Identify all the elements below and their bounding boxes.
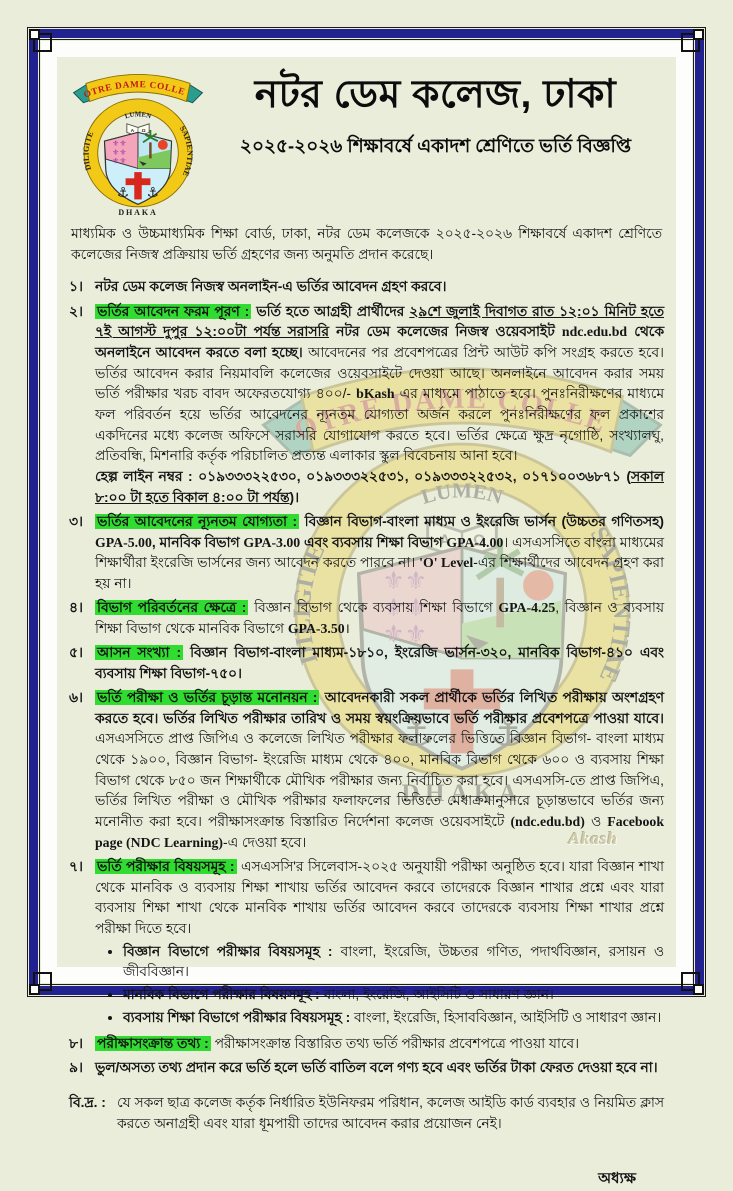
item-text	[95, 302, 664, 509]
text-segment: ।	[344, 620, 350, 636]
text-segment: মানবিক বিভাগে পরীক্ষার বিষয়সমূহ :	[123, 987, 320, 1003]
text-segment: সকাল ৮:০০ টা হতে বিকাল ৪:০০ টা পর্যন্ত	[95, 469, 664, 505]
page-title: নটর ডেম কলেজ, ঢাকা	[254, 73, 617, 116]
notice-item-9	[69, 1058, 664, 1079]
text-segment: আসন সংখ্যা :	[97, 645, 182, 661]
corner-knot-icon	[33, 972, 52, 991]
intro-paragraph: মাধ্যমিক ও উচ্চমাধ্যমিক শিক্ষা বোর্ড, ঢাকা, নটর ডেম কলেজকে ২০২৫-২০২৬ শিক্ষাবর্ষে একাদশ শ্রেণিতে কলেজের নিজস্ব প্রক্রিয়ায় ভর্তি গ্রহণের জন্য অনুমতি প্রদান করেছে।	[71, 226, 662, 262]
text-segment: বিজ্ঞান বিভাগে পরীক্ষার বিষয়সমূহ :	[123, 943, 333, 959]
item-number: ২।	[69, 303, 83, 319]
college-crest-icon	[69, 63, 207, 218]
item-text	[95, 598, 664, 639]
notice-item-4	[69, 598, 664, 639]
text-segment: GPA-3.50	[287, 620, 345, 636]
notice-body	[69, 224, 664, 1191]
notice-item-2	[69, 302, 664, 509]
corner-knot-icon	[681, 33, 700, 52]
text-segment: এর মাধ্যমে পাঠাতে হবে। পুনঃনিরীক্ষণের মাধ্যমে ফল পরিবর্তন হয়ে ভর্তির আবেদনের ন্যূনতম যোগ্যতা অর্জন করলে পুনঃনিরীক্ষণের ফল প্রকাশের একদিনের মধ্যে কলেজ অফিসে সরাসরি যোগাযোগ করতে হবে। ভর্তির ক্ষেত্রে ক্ষুদ্র নৃগোষ্ঠি, সংখ্যালঘু, প্রতিবন্ধি, মিশনারি কর্তৃক পরিচালিত প্রত্যন্ত এলাকার স্কুল বিবেচনায় আনা হবে।	[95, 386, 664, 464]
text-segment: ব্যবসায় শিক্ষা বিভাগে পরীক্ষার বিষয়সমূহ :	[123, 1009, 351, 1025]
text-segment: ভর্তি পরীক্ষা ও ভর্তির চূড়ান্ত মনোনয়ন :	[97, 689, 318, 705]
item-text-lead	[95, 859, 664, 936]
item-text	[95, 1034, 664, 1055]
text-segment: এবং ব্যবসায় শিক্ষা বিভাগ	[300, 534, 447, 550]
item-number: ৩।	[69, 513, 83, 529]
text-segment: -এর শিক্ষার্থীদের আবেদন গ্রহণ করা হয় না।	[95, 555, 665, 591]
item-number: ৫।	[69, 645, 83, 661]
text-segment: বিজ্ঞান বিভাগ-বাংলা মাধ্যম ও ইংরেজি ভার্সন (উচ্চতর গণিতসহ)	[299, 513, 664, 529]
notice-item-7	[69, 857, 664, 1031]
text-segment: । এসএসসিতে বাংলা মাধ্যমের শিক্ষার্থীরা ইংরেজি ভার্সনের জন্য আবেদন করতে পারবে না।	[95, 534, 664, 571]
text-segment: পরীক্ষাসংক্রান্ত তথ্য :	[97, 1035, 209, 1051]
text-segment: ২৯শে জুলাই দিবাগত রাত ১২:০১ মিনিট হতে ৭ই আগস্ট দুপুর ১২:০০টা পর্যন্ত সরাসরি	[95, 303, 665, 340]
text-segment: আবেদনের পর প্রবেশপত্রের প্রিন্ট আউট কপি সংগ্রহ করতে হবে। ভর্তির আবেদন করার নিয়মাবলি কলেজের ওয়েবসাইটে দেওয়া আছে। অনলাইনে আবেদন করার সময় ভর্তি পরীক্ষার খরচ বাবদ অফেরতযোগ্য ৪০০/-	[95, 344, 664, 402]
notice-item-3	[69, 512, 664, 595]
corner-knot-icon	[681, 972, 700, 991]
text-segment: GPA-5.00	[95, 534, 152, 550]
text-segment: পরীক্ষাসংক্রান্ত বিস্তারিত তথ্য ভর্তি পরীক্ষার প্রবেশপত্রে পাওয়া যাবে।	[210, 1035, 580, 1051]
page-subtitle: ২০২৫-২০২৬ শিক্ষাবর্ষে একাদশ শ্রেণিতে ভর্তি বিজ্ঞপ্তি	[239, 134, 632, 156]
notice-item-8	[69, 1034, 664, 1055]
notice-header	[69, 63, 664, 218]
text-segment: থেকে অনলাইনে আবেদন করতে বলা হচ্ছে।	[95, 324, 664, 360]
principal-signature: অধ্যক্ষ	[598, 1170, 636, 1188]
item-number: ৮।	[69, 1035, 83, 1051]
text-segment: বাংলা, ইংরেজি, আইসিটি ও সাধারণ জ্ঞান।	[319, 987, 554, 1003]
text-segment: বাংলা, ইংরেজি, উচ্চতর গণিত, পদার্থবিজ্ঞান, রসায়ন ও জীববিজ্ঞান।	[123, 943, 664, 980]
text-segment: , মানবিক বিভাগ	[151, 534, 244, 550]
item-number: ৯।	[69, 1060, 83, 1076]
text-segment: ভর্তি পরীক্ষার বিষয়সমূহ :	[97, 858, 235, 874]
list-item-science-subjects	[123, 942, 664, 983]
item-number: ৪।	[69, 600, 83, 616]
item-number: ৭।	[69, 858, 83, 874]
item-text	[95, 857, 664, 1031]
item-number: ১।	[69, 279, 83, 295]
text-segment: বিজ্ঞান বিভাগ থেকে ব্যবসায় শিক্ষা বিভাগে	[248, 600, 499, 616]
text-segment: )।	[289, 489, 300, 505]
corner-knot-icon	[33, 33, 52, 52]
text-segment: ভুল/অসত্য তথ্য প্রদান করে ভর্তি হলে ভর্তি বাতিল বলে গণ্য হবে এবং ভর্তির টাকা ফেরত দেওয়া হবে না।	[95, 1060, 658, 1076]
text-segment: Facebook page (NDC Learning)	[95, 814, 664, 850]
text-segment: GPA-4.25	[498, 600, 556, 616]
text-segment: GPA-3.00	[243, 534, 301, 550]
text-segment: এসএসসি'র সিলেবাস-২০২৫ অনুযায়ী পরীক্ষা অনুষ্ঠিত হবে। যারা বিজ্ঞান শাখা থেকে মানবিক ও ব্যবসায় শিক্ষা শাখায় ভর্তির আবেদন করবে তাদেরকে বিজ্ঞান শাখার প্রশ্নে এবং যারা ব্যবসায় শিক্ষা শাখা থেকে মানবিক শাখায় ভর্তির আবেদন করবে তাদেরকে ব্যবসায় শিক্ষা শাখার প্রশ্নে পরীক্ষা দিতে হবে।	[95, 858, 664, 936]
text-segment: ভর্তির আবেদনের ন্যূনতম যোগ্যতা :	[97, 513, 298, 529]
note-text: যে সকল ছাত্র কলেজ কর্তৃক নির্ধারিত ইউনিফরম পরিধান, কলেজ আইডি কার্ড ব্যবহার ও নিয়মিত ক্লাস করতে অনাগ্রহী এবং যারা ধূমপায়ী তাদের আবেদন করার প্রয়োজন নেই।	[117, 1094, 664, 1131]
note-label: বি.দ্র. :	[69, 1094, 106, 1110]
text-segment: নটর ডেম কলেজ নিজস্ব অনলাইন-এ ভর্তির আবেদন গ্রহণ করবে।	[95, 279, 447, 295]
text-segment: -এ দেওয়া হবে।	[223, 834, 307, 850]
text-segment: (ndc.edu.bd)	[510, 814, 585, 830]
text-segment: , বিজ্ঞান ও ব্যবসায় শিক্ষা বিভাগ থেকে মানবিক বিভাগে	[95, 600, 664, 636]
text-segment: 'O' Level	[419, 555, 474, 571]
text-segment: এসএসসিতে প্রাপ্ত জিপিএ ও কলেজে লিখিত পরীক্ষার ফলাফলের ভিত্তিতে বিজ্ঞান বিভাগ- বাংলা মাধ্যম থেকে ১৯০০, বিজ্ঞান বিভাগ- ইংরেজি মাধ্যম থেকে ৪০০, মানবিক বিভাগ থেকে ৬০০ ও ব্যবসায় শিক্ষা বিভাগ থেকে ৮৫০ জন শিক্ষার্থীকে মৌখিক পরীক্ষার জন্য নির্বাচিত করা হবে। এসএসসি-তে প্রাপ্ত জিপিএ, ভর্তির লিখিত পরীক্ষা ও মৌখিক পরীক্ষার ফলাফলের ভিত্তিতে মেধাক্রমানুসারে চূড়ান্তভাবে ভর্তির জন্য মনোনীত করা হবে। পরীক্ষাসংক্রান্ত বিস্তারিত নির্দেশনা কলেজ ওয়েবসাইটে	[95, 731, 664, 830]
item-number: ৬।	[69, 689, 83, 705]
notice-item-5	[69, 643, 664, 684]
item-text	[95, 277, 664, 298]
notice-content	[57, 57, 676, 1188]
text-segment: বিভাগ পরিবর্তনের ক্ষেত্রে :	[97, 600, 247, 616]
akash-watermark: Akash	[568, 829, 618, 848]
text-segment: bKash	[356, 386, 395, 402]
item-text	[95, 512, 664, 595]
notice-item-1	[69, 277, 664, 298]
text-segment: বিজ্ঞান বিভাগ-বাংলা মাধ্যম-১৮১০, ইংরেজি ভার্সন-৩২০, মানবিক বিভাগ-৪১০ এবং ব্যবসায় শিক্ষা বিভাগ-৭৫০।	[95, 645, 664, 681]
item-text	[95, 1058, 664, 1079]
text-segment: নটর ডেম কলেজের নিজস্ব ওয়েবসাইট	[328, 324, 562, 340]
list-item-humanities-subjects	[123, 985, 664, 1006]
text-segment: হেল্প লাইন নম্বর : ০১৯৩৩৩২২৫৩০, ০১৯৩৩৩২২৫৩১, ০১৯৩৩৩২২৫৩২, ০১৭১০০৩৬৮৭১ (	[95, 469, 631, 485]
text-segment: ও	[584, 814, 608, 830]
list-item-business-subjects	[123, 1008, 664, 1029]
text-segment: ndc.edu.bd	[561, 324, 628, 340]
text-segment: ভর্তির আবেদন ফরম পূরণ :	[97, 303, 250, 319]
text-segment: ভর্তি হতে আগ্রহী প্রার্থীদের	[251, 303, 410, 319]
text-segment: বাংলা, ইংরেজি, হিসাববিজ্ঞান, আইসিটি ও সাধারণ জ্ঞান।	[350, 1009, 662, 1025]
text-segment: GPA-4.00	[446, 534, 504, 550]
exam-subjects-list	[95, 942, 664, 1029]
note-section	[69, 1093, 664, 1134]
text-segment: আবেদনকারী সকল প্রার্থীকে ভর্তির লিখিত পরীক্ষায় অংশগ্রহণ করতে হবে। ভর্তির লিখিত পরীক্ষার তারিখ ও সময় স্বয়ংক্রিয়ভাবে ভর্তি পরীক্ষার প্রবেশপত্রে পাওয়া যাবে।	[95, 689, 665, 726]
item-text	[95, 643, 664, 684]
